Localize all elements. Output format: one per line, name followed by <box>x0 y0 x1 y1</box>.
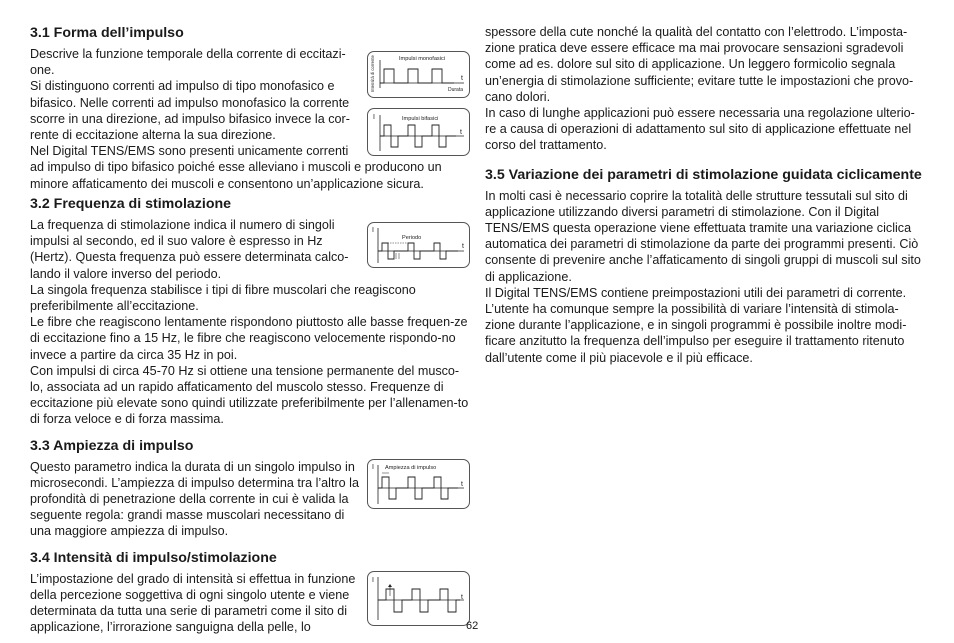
biphasic-waveform <box>368 109 469 155</box>
intensity-figure <box>367 571 470 626</box>
paragraph: Le fibre che reagiscono lentamente rispondono piuttosto alle basse frequen-ze di eccitazione fino a 15 Hz, le fibre che reagiscono velocemente rispondo-no invece a partire da circa 35 Hz in poi. <box>30 315 468 362</box>
section-pulse-intensity-continued <box>485 24 925 154</box>
section-title: 3.4 Intensità di impulso/stimolazione <box>30 549 277 566</box>
paragraph: Il Digital TENS/EMS contiene preimpostazioni utili dei parametri di corrente. L’utente ha comunque sempre la possibilità di variare l’intensità di stimola-zione durante l’applicazione, e in singoli programmi è possibile inoltre modi-ficare anzitutto la frequenza dell’impulso per eseguire il trattamento ritenuto dall’utente come il più piacevole e il più efficace. <box>485 285 907 365</box>
paragraph: La singola frequenza stabilisce i tipi di fibre muscolari che reagiscono preferibilmente all’eccitazione. <box>30 282 416 314</box>
t-axis-label: t <box>461 480 463 488</box>
paragraph: La frequenza di stimolazione indica il numero di singoli impulsi al secondo, ed il suo valore è espresso in Hz (Hertz). Questa frequenza può essere determinata calco-lando il valore inverso del periodo. <box>30 218 349 281</box>
figure-title: Periodo <box>402 235 422 241</box>
t-axis-label: t <box>461 593 463 601</box>
monophasic-pulse-figure <box>367 51 470 98</box>
paragraph: In caso di lunghe applicazioni può essere necessaria una regolazione ulterio-re a causa di operazioni di adattamento sul sito di applicazione effettuate nel corso del trattamento. <box>485 106 915 153</box>
biphasic-pulse-figure <box>367 108 470 156</box>
t-axis-label: t <box>461 75 463 82</box>
t-axis-label: t <box>460 129 462 136</box>
section-title: 3.3 Ampiezza di impulso <box>30 437 194 454</box>
paragraph: Descrive la funzione temporale della corrente di eccitazi-one. <box>30 47 346 78</box>
figure-title: Ampiezza di impulso <box>385 464 437 471</box>
monophasic-waveform <box>368 52 469 97</box>
y-axis-label: Intensità di corrente <box>370 55 375 92</box>
paragraph: Si distinguono correnti ad impulso di tipo monofasico e bifasico. Nelle correnti ad impulso monofasico la corrente scorre in una direzione, ad impulso bifasico invece la cor-rente di eccitazione alterna la sua direzione. <box>30 79 350 143</box>
paragraph: L’impostazione del grado di intensità si effettua in funzione della percezione soggettiva di ogni singolo utente e viene determinata da tutta una serie di parametri come il sito di applicazione, l’irrorazione sanguigna della pelle, lo <box>30 571 356 635</box>
i-axis-label: I <box>372 227 374 234</box>
paragraph: spessore della cute nonché la qualità del contatto con l’elettrodo. L’imposta-zione pratica deve essere efficace ma mai provocare sensazioni sgradevoli come ad es. dolore sul sito di applicazione. Un leggero formicolio segnala un’energia di stimolazione sufficiente; evitare tutte le impostazioni che provo-cano dolori. <box>485 25 914 104</box>
i-axis-label: I <box>372 576 374 584</box>
figure-title: Impulsi monofasici <box>399 56 446 62</box>
section-pulse-width <box>30 437 470 540</box>
period-waveform <box>368 223 469 267</box>
paragraph: In molti casi è necessario coprire la totalità delle strutture tessutali sul sito di applicazione utilizzando diversi parametri di stimolazione. Con il Digital TENS/EMS questa operazione viene effettuata tramite una variazione ciclica automatica dei parametri di stimolazione da parte dei programmi presenti. Ciò consente di prevenire anche l’affaticamento di singoli gruppi di muscoli sul sito di applicazione. <box>485 188 921 284</box>
pulse-width-waveform <box>368 460 469 508</box>
section-title: 3.5 Variazione dei parametri di stimolazione guidata ciclicamente <box>485 166 922 183</box>
paragraph: Con impulsi di circa 45-70 Hz si ottiene una tensione permanente del musco-lo, associata ad un rapido affaticamento del muscolo stesso. Frequenze di eccitazione più elevate sono quindi utilizzate preferibilmente per l’allenamen-to di forza veloce e di forza massima. <box>30 363 469 427</box>
figure-title: Impulsi bifasici <box>402 116 439 122</box>
right-column <box>485 24 925 366</box>
t-axis-label: t <box>462 243 464 250</box>
intensity-waveform <box>368 572 469 625</box>
section-pulse-intensity <box>30 549 470 636</box>
x-axis-label: Durata <box>448 87 464 93</box>
section-title: 3.1 Forma dell’impulso <box>30 25 184 41</box>
left-column <box>30 24 470 635</box>
section-title: 3.2 Frequenza di stimolazione <box>30 196 232 212</box>
paragraph: ad impulso di tipo bifasico poiché esse alleviano i muscoli e producono un minore affaticamento dei muscoli e consentono un’applicazione sicura. <box>30 160 442 191</box>
page-number: 62 <box>466 620 479 632</box>
section-pulse-shape <box>30 24 470 192</box>
section-stimulation-frequency <box>30 195 470 428</box>
section-cyclic-variation <box>485 166 925 366</box>
period-figure <box>367 222 470 268</box>
pulse-width-figure <box>367 459 470 509</box>
i-axis-label: I <box>372 463 374 471</box>
paragraph: Questo parametro indica la durata di un singolo impulso in microsecondi. L’ampiezza di impulso determina tra l’altro la profondità di penetrazione della corrente in cui è valida la seguente regola: grandi masse muscolari necessitano di una maggiore ampiezza di impulso. <box>30 459 359 539</box>
paragraph: Nel Digital TENS/EMS sono presenti unicamente correnti <box>30 144 349 159</box>
i-axis-label: I <box>373 114 375 121</box>
